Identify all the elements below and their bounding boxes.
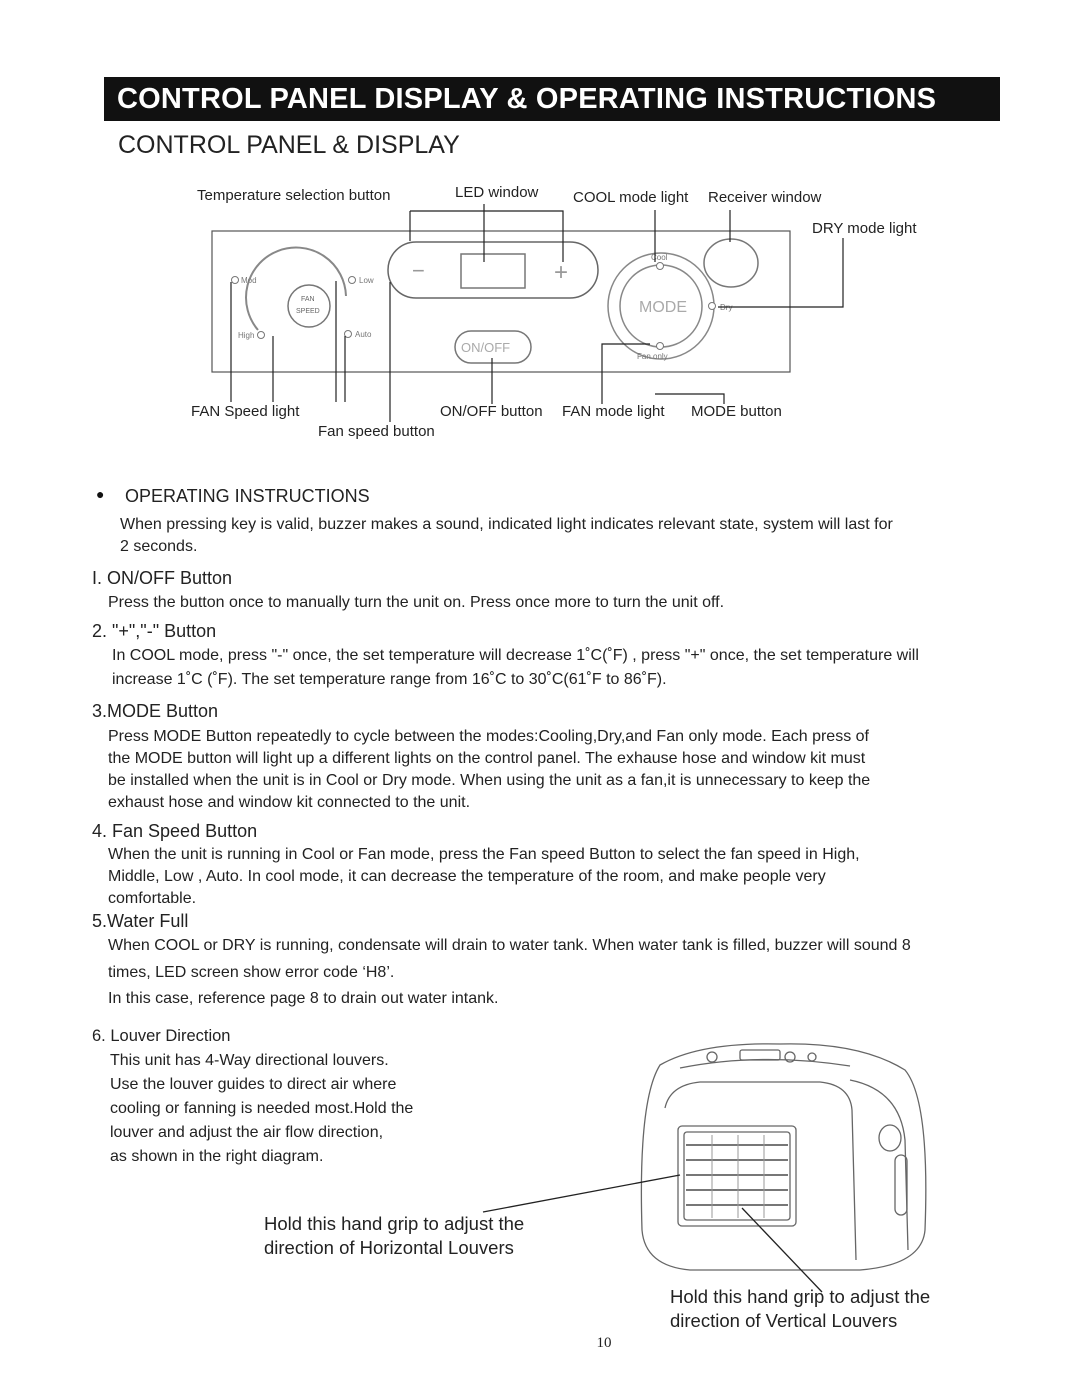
- s3-line-4: exhaust hose and window kit connected to the unit.: [108, 794, 471, 811]
- unit-led: [740, 1050, 780, 1060]
- cool-light: [657, 263, 664, 270]
- s4-line-2: Middle, Low , Auto. In cool mode, it can decrease the temperature of the room, and make people very: [108, 868, 826, 885]
- s2-title: 2. "+","-" Button: [92, 621, 217, 641]
- s6-line-2: Use the louver guides to direct air where: [110, 1076, 397, 1093]
- s4-line-3: comfortable.: [108, 890, 197, 907]
- high-label: High: [238, 331, 255, 340]
- mod-label: Mod: [241, 276, 257, 285]
- s4-title: 4. Fan Speed Button: [92, 821, 258, 841]
- s6-line-5: as shown in the right diagram.: [110, 1148, 324, 1165]
- s6-line-3: cooling or fanning is needed most.Hold the: [110, 1100, 414, 1117]
- callout-mode-button: MODE button: [691, 403, 782, 420]
- mod-light: [232, 277, 239, 284]
- callout-fan-speed-light: FAN Speed light: [191, 403, 300, 420]
- callout-onoff-button: ON/OFF button: [440, 403, 543, 420]
- operating-heading: OPERATING INSTRUCTIONS: [125, 486, 370, 506]
- s2-line-2: increase 1˚C (˚F). The set temperature range from 16˚C to 30˚C(61˚F to 86˚F).: [112, 671, 667, 688]
- callout-fan-mode-light: FAN mode light: [562, 403, 665, 420]
- s1-title: I. ON/OFF Button: [92, 568, 233, 588]
- s6-line-1: This unit has 4-Way directional louvers.: [110, 1052, 389, 1069]
- callout-temp-button: Temperature selection button: [197, 187, 391, 204]
- s5-line-1: When COOL or DRY is running, condensate will drain to water tank. When water tank is filled, buzzer will sound 8: [108, 937, 911, 954]
- side-knob-icon: [879, 1125, 901, 1151]
- s5-line-2: times, LED screen show error code ‘H8’.: [108, 964, 395, 981]
- fan-only-key-label: Fan only: [637, 352, 668, 361]
- speed-key-label: SPEED: [296, 308, 320, 315]
- s3-line-1: Press MODE Button repeatedly to cycle between the modes:Cooling,Dry,and Fan only mode. Each press of: [108, 728, 869, 745]
- low-light: [349, 277, 356, 284]
- dry-light: [709, 303, 716, 310]
- intro-line-1: When pressing key is valid, buzzer makes a sound, indicated light indicates relevant state, system will last for: [120, 516, 893, 533]
- dry-key-label: Dry: [720, 303, 733, 312]
- s5-line-3: In this case, reference page 8 to drain out water intank.: [108, 990, 499, 1007]
- callout-receiver: Receiver window: [708, 189, 822, 206]
- mode-key-label: MODE: [639, 299, 687, 316]
- plus-key: +: [554, 259, 569, 286]
- callout-cool-light: COOL mode light: [573, 189, 689, 206]
- s3-line-2: the MODE button will light up a different lights on the control panel. The exhause hose and window kit must: [108, 750, 866, 767]
- callout-fan-speed-button: Fan speed button: [318, 423, 435, 440]
- auto-label: Auto: [355, 330, 372, 339]
- fan-key-label: FAN: [301, 296, 315, 303]
- s6-title: 6. Louver Direction: [92, 1027, 231, 1045]
- section-banner: CONTROL PANEL DISPLAY & OPERATING INSTRUCTIONS: [104, 77, 1000, 121]
- horizontal-grip-pointer: [483, 1175, 680, 1212]
- s5-title: 5.Water Full: [92, 911, 189, 931]
- callout-led-window: LED window: [455, 184, 539, 201]
- onoff-key-label: ON/OFF: [461, 340, 511, 355]
- bullet-icon: ●: [96, 486, 105, 502]
- led-window: [461, 254, 525, 288]
- intro-line-2: 2 seconds.: [120, 538, 198, 555]
- low-label: Low: [359, 276, 374, 285]
- s3-title: 3.MODE Button: [92, 701, 219, 721]
- horizontal-caption-1: Hold this hand grip to adjust the: [264, 1213, 525, 1234]
- vertical-caption-1: Hold this hand grip to adjust the: [670, 1286, 931, 1307]
- minus-key: −: [412, 258, 425, 283]
- s4-line-1: When the unit is running in Cool or Fan mode, press the Fan speed Button to select the fan speed in High,: [108, 846, 860, 863]
- s2-line-1: In COOL mode, press "-" once, the set temperature will decrease 1˚C(˚F) , press "+" once, the set temperature will: [112, 647, 919, 664]
- unit-top-panel: [680, 1059, 850, 1068]
- fan-speed-button-shape: [288, 285, 330, 327]
- s6-line-4: louver and adjust the air flow direction,: [110, 1124, 384, 1141]
- control-panel-diagram: [0, 0, 1080, 470]
- unit-side-panel: [850, 1080, 908, 1250]
- receiver-window: [704, 239, 758, 287]
- s1-line-1: Press the button once to manually turn the unit on. Press once more to turn the unit off.: [108, 594, 725, 611]
- leader-lines: [231, 204, 843, 422]
- vertical-caption-2: direction of Vertical Louvers: [670, 1310, 898, 1331]
- high-light: [258, 332, 265, 339]
- horizontal-caption-2: direction of Horizontal Louvers: [264, 1237, 514, 1258]
- subsection-title: CONTROL PANEL & DISPLAY: [118, 131, 460, 159]
- callout-dry-light: DRY mode light: [812, 220, 917, 237]
- louver-blades: [686, 1145, 788, 1205]
- fan-only-light: [657, 343, 664, 350]
- cool-key-label: Cool: [651, 253, 668, 262]
- s3-line-3: be installed when the unit is in Cool or Dry mode. When using the unit as a fan,it is unnecessary to keep the: [108, 772, 871, 789]
- unit-front-face: [665, 1082, 856, 1260]
- page-number: 10: [596, 1335, 612, 1351]
